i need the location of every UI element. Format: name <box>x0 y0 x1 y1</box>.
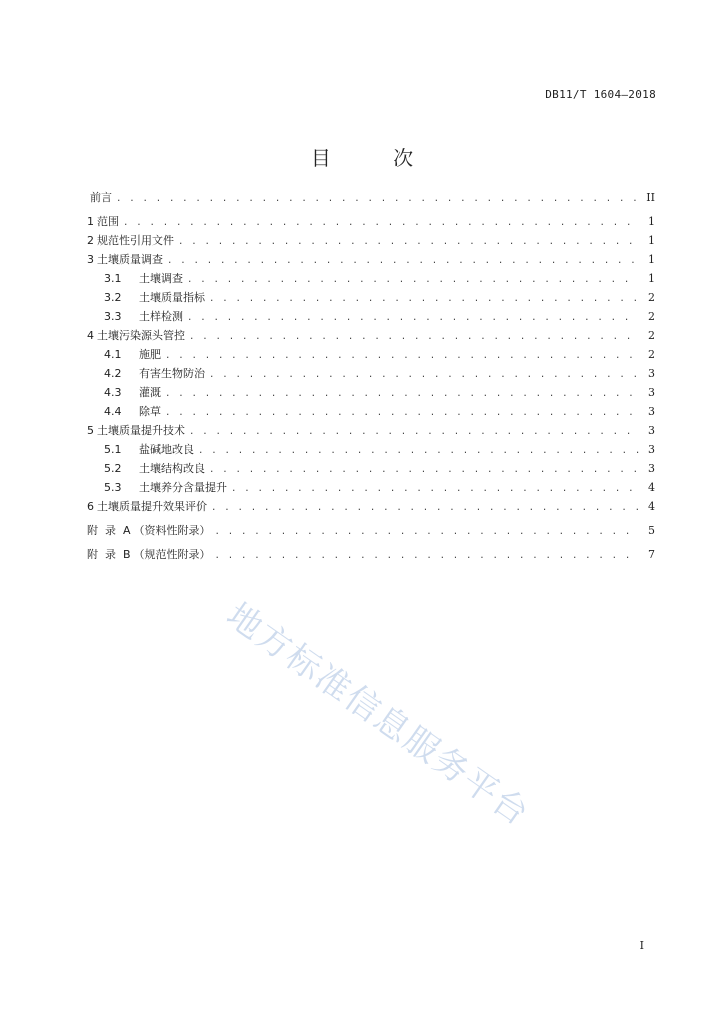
toc-entry-page: 3 <box>648 405 655 418</box>
toc-entry-number: 3.3 <box>104 310 122 323</box>
toc-entry-page: 2 <box>648 329 655 342</box>
toc-entry-page: 4 <box>648 500 655 513</box>
toc-leader-dots <box>165 404 639 423</box>
toc-entry-label: 前言 <box>90 191 112 204</box>
toc-entry-number: 3.1 <box>104 272 122 285</box>
toc-entry-label: 土壤结构改良 <box>139 462 205 475</box>
toc-leader-dots <box>187 309 639 328</box>
toc-entry-label: 土壤质量指标 <box>139 291 205 304</box>
toc-entry-label: 施肥 <box>139 348 161 361</box>
toc-leader-dots <box>167 252 639 271</box>
toc-entry-label: 范围 <box>97 215 119 228</box>
toc-entry-label: 盐碱地改良 <box>139 443 194 456</box>
toc-entry-label: 土壤质量调查 <box>97 253 163 266</box>
toc-entry-page: 2 <box>648 291 655 304</box>
toc-leader-dots <box>209 290 639 309</box>
toc-entry-number: 3 <box>87 253 94 266</box>
toc-leader-dots <box>187 271 639 290</box>
toc-entry[interactable] <box>87 440 655 459</box>
toc-entry-label: 土样检测 <box>139 310 183 323</box>
toc-entry[interactable] <box>87 545 655 564</box>
toc-entry-label: 土壤调查 <box>139 272 183 285</box>
toc-entry-page: 3 <box>648 386 655 399</box>
toc-entry[interactable] <box>87 231 655 250</box>
toc-entry-page: 2 <box>648 310 655 323</box>
toc-entry-label: 土壤污染源头管控 <box>97 329 185 342</box>
toc-entry-number: 5.3 <box>104 481 122 494</box>
toc-entry[interactable] <box>87 188 655 207</box>
toc-entry-label: 规范性引用文件 <box>97 234 174 247</box>
toc-entry-number: 5.2 <box>104 462 122 475</box>
toc-entry[interactable] <box>87 459 655 478</box>
toc-entry-page: 3 <box>648 443 655 456</box>
page-title: 目 次 <box>310 146 442 170</box>
toc-leader-dots <box>215 547 639 566</box>
toc-entry[interactable] <box>87 402 655 421</box>
toc-entry[interactable] <box>87 345 655 364</box>
toc-leader-dots <box>215 523 639 542</box>
toc-entry-label: （规范性附录） <box>133 548 211 561</box>
toc-entry-label: （资料性附录） <box>133 524 211 537</box>
page-number: I <box>639 939 644 952</box>
toc-entry-number: 3.2 <box>104 291 122 304</box>
toc-entry-number: 2 <box>87 234 94 247</box>
toc-entry-number: 4.2 <box>104 367 122 380</box>
toc-entry-number: 5 <box>87 424 94 437</box>
toc-entry-page: 7 <box>648 548 655 561</box>
toc-entry-number: 4.4 <box>104 405 122 418</box>
table-of-contents <box>87 188 655 564</box>
toc-entry-page: 3 <box>648 424 655 437</box>
toc-leader-dots <box>123 214 639 233</box>
toc-entry-label: 土壤养分含量提升 <box>139 481 227 494</box>
toc-entry-page: 2 <box>648 348 655 361</box>
toc-entry[interactable] <box>87 326 655 345</box>
toc-entry-number: 6 <box>87 500 94 513</box>
toc-leader-dots <box>116 190 639 209</box>
toc-entry-page: 1 <box>648 253 655 266</box>
toc-entry[interactable] <box>87 269 655 288</box>
toc-leader-dots <box>189 423 639 442</box>
watermark: 地方标准信息服务平台 <box>219 595 537 835</box>
toc-entry-page: 1 <box>648 234 655 247</box>
toc-leader-dots <box>189 328 639 347</box>
standard-number: DB11/T 1604—2018 <box>545 88 656 101</box>
toc-entry-page: 5 <box>648 524 655 537</box>
toc-entry-label: 灌溉 <box>139 386 161 399</box>
toc-entry-page: 3 <box>648 367 655 380</box>
toc-entry[interactable] <box>87 250 655 269</box>
toc-entry-label: 土壤质量提升效果评价 <box>97 500 207 513</box>
toc-entry[interactable] <box>87 364 655 383</box>
toc-leader-dots <box>231 480 639 499</box>
toc-entry-number: 1 <box>87 215 94 228</box>
toc-entry-number: 5.1 <box>104 443 122 456</box>
toc-entry[interactable] <box>87 478 655 497</box>
toc-entry-number: 附 录 A <box>87 524 131 537</box>
toc-entry-number: 4 <box>87 329 94 342</box>
toc-leader-dots <box>165 385 639 404</box>
toc-leader-dots <box>209 461 639 480</box>
toc-entry[interactable] <box>87 383 655 402</box>
toc-entry-number: 4.1 <box>104 348 122 361</box>
toc-entry-label: 有害生物防治 <box>139 367 205 380</box>
toc-leader-dots <box>211 499 639 518</box>
toc-entry[interactable] <box>87 288 655 307</box>
toc-entry-page: 1 <box>648 272 655 285</box>
toc-entry[interactable] <box>87 212 655 231</box>
toc-leader-dots <box>198 442 639 461</box>
toc-entry-page: 1 <box>648 215 655 228</box>
toc-entry-page: 4 <box>648 481 655 494</box>
toc-entry[interactable] <box>87 521 655 540</box>
toc-entry[interactable] <box>87 421 655 440</box>
toc-leader-dots <box>178 233 639 252</box>
toc-entry-page: II <box>646 191 655 204</box>
toc-entry-label: 土壤质量提升技术 <box>97 424 185 437</box>
toc-entry-page: 3 <box>648 462 655 475</box>
toc-entry[interactable] <box>87 307 655 326</box>
toc-leader-dots <box>165 347 639 366</box>
toc-entry-label: 除草 <box>139 405 161 418</box>
toc-entry-number: 4.3 <box>104 386 122 399</box>
toc-leader-dots <box>209 366 639 385</box>
toc-entry[interactable] <box>87 497 655 516</box>
toc-entry-number: 附 录 B <box>87 548 131 561</box>
